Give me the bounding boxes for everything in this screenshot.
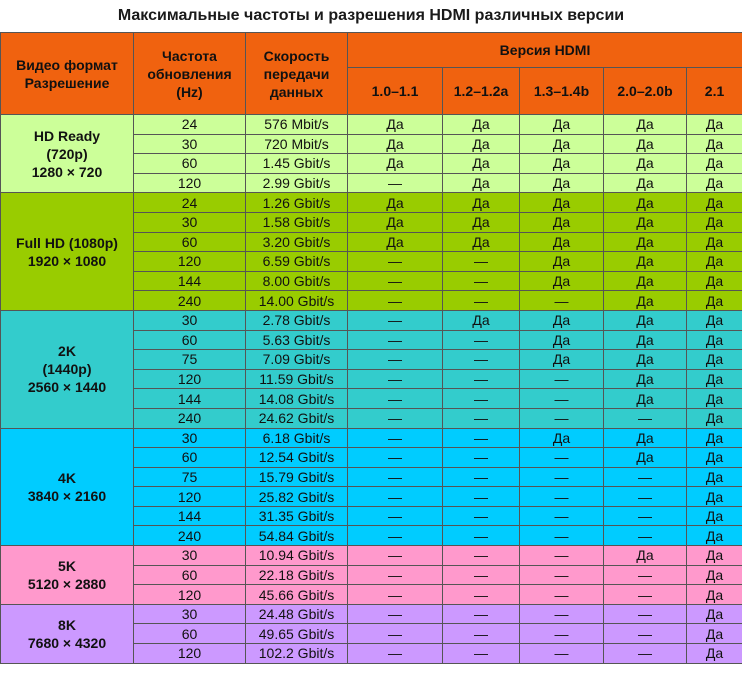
support-cell: — [604,604,687,624]
support-cell: Да [348,212,443,232]
support-cell: — [520,624,604,644]
speed-cell: 6.59 Gbit/s [246,252,348,272]
speed-cell: 54.84 Gbit/s [246,526,348,546]
header-data-rate: Скорость передачи данных [246,33,348,115]
support-cell: Да [604,546,687,566]
support-cell: — [443,585,520,605]
format-line: 2K [58,343,76,360]
support-cell: — [520,604,604,624]
support-cell: Да [687,173,742,193]
support-cell: — [348,546,443,566]
support-cell: Да [604,369,687,389]
speed-cell: 31.35 Gbit/s [246,506,348,526]
support-cell: — [520,487,604,507]
support-cell: — [348,467,443,487]
header-version: 1.0–1.1 [348,68,443,115]
support-cell: Да [687,193,742,213]
refresh-cell: 30 [134,604,246,624]
header-version: 1.2–1.2a [443,68,520,115]
support-cell: Да [604,428,687,448]
support-cell: — [520,506,604,526]
support-cell: Да [687,310,742,330]
speed-cell: 102.2 Gbit/s [246,644,348,664]
speed-cell: 12.54 Gbit/s [246,448,348,468]
refresh-cell: 240 [134,526,246,546]
format-cell [1,115,134,193]
support-cell: — [520,291,604,311]
hdmi-table [0,32,742,664]
support-cell: — [520,448,604,468]
refresh-cell: 24 [134,193,246,213]
speed-cell: 8.00 Gbit/s [246,271,348,291]
support-cell: Да [604,330,687,350]
support-cell: Да [687,389,742,409]
support-cell: Да [443,154,520,174]
support-cell: — [604,467,687,487]
support-cell: Да [604,193,687,213]
refresh-cell: 60 [134,154,246,174]
support-cell: — [348,271,443,291]
refresh-cell: 120 [134,644,246,664]
support-cell: Да [687,408,742,428]
table-row [1,310,742,330]
speed-cell: 11.59 Gbit/s [246,369,348,389]
speed-cell: 720 Mbit/s [246,134,348,154]
refresh-cell: 120 [134,487,246,507]
support-cell: Да [687,134,742,154]
support-cell: Да [348,193,443,213]
support-cell: Да [348,115,443,135]
support-cell: — [348,389,443,409]
support-cell: — [443,291,520,311]
speed-cell: 45.66 Gbit/s [246,585,348,605]
support-cell: — [443,624,520,644]
support-cell: Да [520,193,604,213]
support-cell: Да [687,232,742,252]
support-cell: Да [604,212,687,232]
table-row [1,115,742,135]
support-cell: Да [520,271,604,291]
header-refresh-rate: Частота обновления (Hz) [134,33,246,115]
support-cell: — [348,604,443,624]
format-cell [1,193,134,311]
support-cell: Да [520,154,604,174]
support-cell: Да [687,624,742,644]
support-cell: — [520,546,604,566]
format-line: 1280 × 720 [31,163,103,180]
support-cell: Да [687,428,742,448]
support-cell: — [443,526,520,546]
support-cell: Да [687,546,742,566]
support-cell: — [443,644,520,664]
format-line: 5120 × 2880 [27,575,107,592]
format-line: 5K [58,557,76,574]
support-cell: Да [348,134,443,154]
support-cell: — [443,448,520,468]
speed-cell: 1.26 Gbit/s [246,193,348,213]
support-cell: — [348,585,443,605]
support-cell: — [348,487,443,507]
support-cell: Да [520,428,604,448]
support-cell: — [348,526,443,546]
support-cell: — [604,506,687,526]
refresh-cell: 120 [134,252,246,272]
format-line: 4K [58,469,76,486]
support-cell: — [520,565,604,585]
support-cell: Да [687,526,742,546]
support-cell: Да [687,487,742,507]
refresh-cell: 144 [134,271,246,291]
support-cell: Да [520,350,604,370]
support-cell: Да [604,252,687,272]
support-cell: — [348,448,443,468]
support-cell: Да [687,154,742,174]
support-cell: — [443,389,520,409]
support-cell: — [348,428,443,448]
support-cell: Да [687,330,742,350]
table-row [1,193,742,213]
support-cell: — [348,350,443,370]
support-cell: — [348,291,443,311]
header-version: 2.0–2.0b [604,68,687,115]
support-cell: — [604,565,687,585]
support-cell: Да [604,173,687,193]
support-cell: Да [443,134,520,154]
refresh-cell: 240 [134,408,246,428]
support-cell: Да [604,448,687,468]
speed-cell: 1.45 Gbit/s [246,154,348,174]
support-cell: — [604,526,687,546]
support-cell: Да [443,193,520,213]
support-cell: — [443,506,520,526]
support-cell: — [348,310,443,330]
speed-cell: 14.08 Gbit/s [246,389,348,409]
support-cell: — [443,369,520,389]
speed-cell: 576 Mbit/s [246,115,348,135]
refresh-cell: 60 [134,330,246,350]
support-cell: Да [348,154,443,174]
refresh-cell: 30 [134,428,246,448]
support-cell: Да [687,212,742,232]
support-cell: Да [604,271,687,291]
support-cell: — [348,252,443,272]
support-cell: Да [604,115,687,135]
support-cell: — [604,585,687,605]
refresh-cell: 30 [134,134,246,154]
refresh-cell: 60 [134,448,246,468]
support-cell: Да [520,330,604,350]
support-cell: Да [520,134,604,154]
refresh-cell: 120 [134,173,246,193]
speed-cell: 15.79 Gbit/s [246,467,348,487]
header-format: Видео формат Разрешение [1,33,134,115]
refresh-cell: 75 [134,350,246,370]
speed-cell: 24.62 Gbit/s [246,408,348,428]
support-cell: Да [520,232,604,252]
support-cell: — [443,252,520,272]
refresh-cell: 24 [134,115,246,135]
speed-cell: 49.65 Gbit/s [246,624,348,644]
table-row [1,428,742,448]
support-cell: Да [687,644,742,664]
format-cell [1,428,134,546]
support-cell: — [443,565,520,585]
support-cell: — [348,369,443,389]
support-cell: Да [687,604,742,624]
header-version: 1.3–1.4b [520,68,604,115]
format-line: 7680 × 4320 [27,634,107,651]
format-line: (720p) [46,145,88,162]
table-row [1,546,742,566]
table-row [1,604,742,624]
support-cell: — [443,330,520,350]
table-body [1,115,742,664]
support-cell: — [348,330,443,350]
support-cell: — [604,624,687,644]
support-cell: Да [687,565,742,585]
support-cell: Да [604,389,687,409]
format-line: 3840 × 2160 [27,487,107,504]
format-cell [1,604,134,663]
refresh-cell: 120 [134,585,246,605]
format-line: 1920 × 1080 [27,252,107,269]
support-cell: — [604,644,687,664]
format-line: 2560 × 1440 [27,379,107,396]
refresh-cell: 30 [134,546,246,566]
support-cell: — [443,604,520,624]
speed-cell: 1.58 Gbit/s [246,212,348,232]
support-cell: Да [520,252,604,272]
support-cell: Да [443,232,520,252]
header-version: 2.1 [687,68,742,115]
format-line: Full HD (1080p) [16,234,118,251]
support-cell: — [443,467,520,487]
support-cell: — [520,526,604,546]
support-cell: Да [520,310,604,330]
format-line: (1440p) [42,361,92,378]
speed-cell: 7.09 Gbit/s [246,350,348,370]
support-cell: — [520,467,604,487]
support-cell: Да [443,212,520,232]
support-cell: Да [687,271,742,291]
refresh-cell: 60 [134,624,246,644]
speed-cell: 2.78 Gbit/s [246,310,348,330]
support-cell: Да [604,154,687,174]
support-cell: Да [520,173,604,193]
speed-cell: 14.00 Gbit/s [246,291,348,311]
speed-cell: 5.63 Gbit/s [246,330,348,350]
support-cell: Да [687,369,742,389]
support-cell: — [348,644,443,664]
speed-cell: 22.18 Gbit/s [246,565,348,585]
speed-cell: 6.18 Gbit/s [246,428,348,448]
refresh-cell: 75 [134,467,246,487]
support-cell: — [348,565,443,585]
support-cell: — [604,487,687,507]
support-cell: Да [604,310,687,330]
speed-cell: 10.94 Gbit/s [246,546,348,566]
speed-cell: 3.20 Gbit/s [246,232,348,252]
speed-cell: 24.48 Gbit/s [246,604,348,624]
support-cell: Да [604,350,687,370]
support-cell: Да [687,467,742,487]
support-cell: Да [443,310,520,330]
support-cell: Да [687,252,742,272]
header-hdmi-version: Версия HDMI [348,33,742,68]
support-cell: — [443,350,520,370]
format-line: 8K [58,616,76,633]
support-cell: Да [604,232,687,252]
refresh-cell: 144 [134,389,246,409]
refresh-cell: 60 [134,565,246,585]
support-cell: — [443,408,520,428]
speed-cell: 2.99 Gbit/s [246,173,348,193]
support-cell: — [520,389,604,409]
support-cell: — [520,585,604,605]
support-cell: Да [687,350,742,370]
support-cell: — [520,369,604,389]
support-cell: Да [687,448,742,468]
support-cell: Да [687,291,742,311]
support-cell: Да [520,115,604,135]
format-line: HD Ready [33,127,101,144]
refresh-cell: 30 [134,212,246,232]
support-cell: — [348,173,443,193]
support-cell: — [348,624,443,644]
support-cell: Да [604,134,687,154]
refresh-cell: 60 [134,232,246,252]
refresh-cell: 120 [134,369,246,389]
page-title: Максимальные частоты и разрешения HDMI различных версии [117,7,625,24]
format-cell [1,310,134,428]
support-cell: Да [520,212,604,232]
refresh-cell: 144 [134,506,246,526]
support-cell: — [520,644,604,664]
support-cell: — [604,408,687,428]
support-cell: Да [443,115,520,135]
refresh-cell: 30 [134,310,246,330]
support-cell: — [520,408,604,428]
support-cell: — [443,546,520,566]
support-cell: Да [604,291,687,311]
support-cell: Да [443,173,520,193]
support-cell: Да [687,115,742,135]
support-cell: — [443,487,520,507]
support-cell: — [348,408,443,428]
format-cell [1,546,134,605]
speed-cell: 25.82 Gbit/s [246,487,348,507]
support-cell: — [348,506,443,526]
support-cell: — [443,271,520,291]
support-cell: — [443,428,520,448]
refresh-cell: 240 [134,291,246,311]
support-cell: Да [687,585,742,605]
support-cell: Да [348,232,443,252]
support-cell: Да [687,506,742,526]
